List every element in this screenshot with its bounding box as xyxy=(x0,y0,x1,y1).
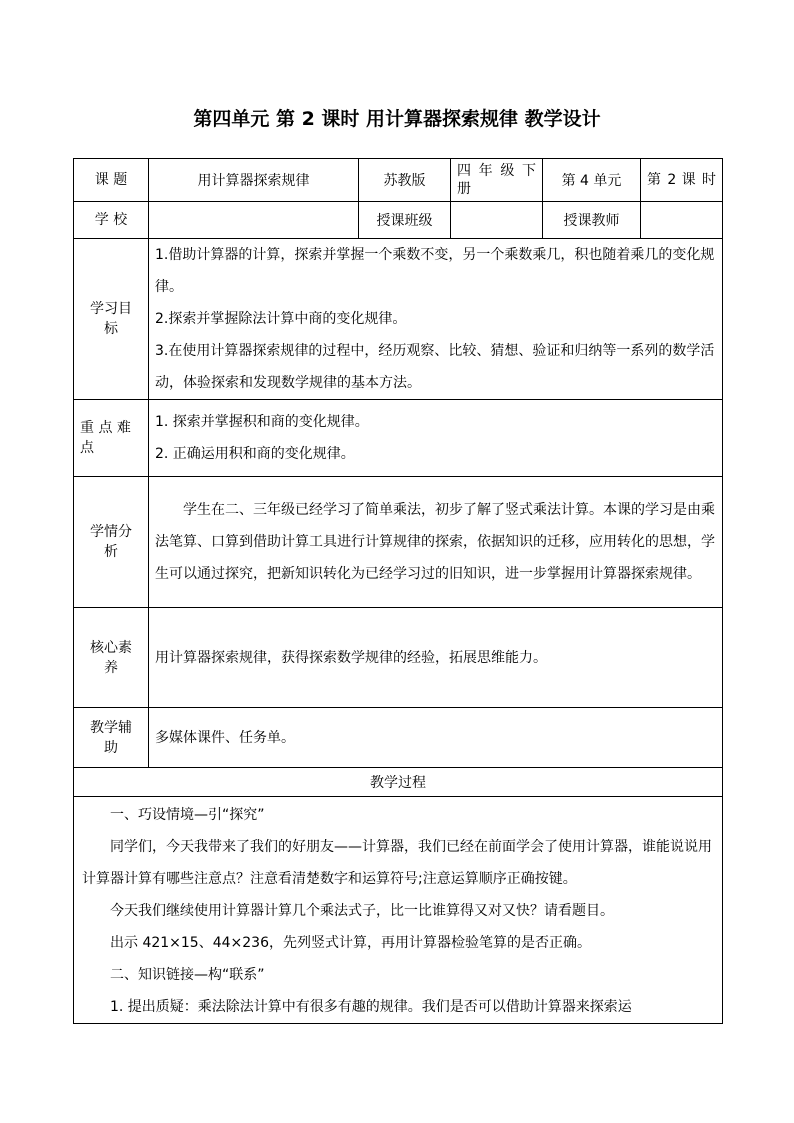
process-paragraph-2: 今天我们继续使用计算器计算几个乘法式子，比一比谁算得又对又快？请看题目。 xyxy=(110,903,614,919)
grade-cell: 四 年 级 下 册 xyxy=(451,159,543,202)
key-point-item-2: 2. 正确运用积和商的变化规律。 xyxy=(155,446,355,462)
document-title: 第四单元 第 2 课时 用计算器探索规律 教学设计 xyxy=(193,108,601,130)
school-value xyxy=(149,202,359,239)
goal-item-3: 3.在使用计算器探索规律的过程中，经历观察、比较、猜想、验证和归纳等一系列的数学活动，体验探索和发现数学规律的基本方法。 xyxy=(155,343,715,391)
topic-label: 课 题 xyxy=(74,159,149,202)
topic-row xyxy=(74,159,723,202)
process-content xyxy=(74,797,723,1024)
process-section-2-heading: 二、知识链接—构“联系” xyxy=(110,967,265,983)
school-row xyxy=(74,202,723,239)
process-paragraph-3: 出示 421×15、44×236，先列竖式计算，再用计算器检验笔算的是否正确。 xyxy=(110,935,591,951)
goals-row xyxy=(74,239,723,400)
goal-item-2: 2.探索并掌握除法计算中商的变化规律。 xyxy=(155,311,407,327)
topic-value: 用计算器探索规律 xyxy=(149,159,359,202)
process-header-row xyxy=(74,768,723,797)
aids-row xyxy=(74,708,723,768)
literacy-content xyxy=(149,608,723,708)
teacher-value xyxy=(641,202,723,239)
class-label: 授课班级 xyxy=(359,202,451,239)
literacy-row xyxy=(74,608,723,708)
goals-label xyxy=(74,239,149,400)
class-value xyxy=(451,202,543,239)
analysis-label-text: 学情分析 xyxy=(90,524,132,560)
key-point-item-1: 1. 探索并掌握积和商的变化规律。 xyxy=(155,414,369,430)
goals-label-text: 学习目标 xyxy=(90,301,132,337)
literacy-label xyxy=(74,608,149,708)
school-label: 学 校 xyxy=(74,202,149,239)
lesson-cell: 第 2 课 时 xyxy=(641,159,723,202)
process-section-1-heading: 一、巧设情境—引“探究” xyxy=(110,807,265,823)
analysis-label xyxy=(74,477,149,608)
aids-label-text: 教学辅助 xyxy=(90,719,132,756)
process-paragraph-1: 同学们，今天我带来了我们的好朋友——计算器，我们已经在前面学会了使用计算器，谁能说说用计算器计算有哪些注意点？注意看清楚数字和运算符号;注意运算顺序正确按键。 xyxy=(82,839,712,887)
key-points-label-text: 重 点 难 点 xyxy=(80,420,131,456)
unit-cell: 第 4 单元 xyxy=(543,159,641,202)
teacher-label: 授课教师 xyxy=(543,202,641,239)
literacy-label-text: 核心素养 xyxy=(90,639,132,676)
aids-text: 多媒体课件、任务单。 xyxy=(155,729,295,746)
publisher-cell: 苏教版 xyxy=(359,159,451,202)
aids-content xyxy=(149,708,723,768)
process-body-row xyxy=(74,797,723,1024)
key-points-label xyxy=(74,400,149,477)
analysis-row xyxy=(74,477,723,608)
analysis-content xyxy=(149,477,723,608)
analysis-text: 学生在二、三年级已经学习了简单乘法，初步了解了竖式乘法计算。本课的学习是由乘法笔算、口算到借助计算工具进行计算规律的探索，依据知识的迁移，应用转化的思想，学生可以通过探究，把新知识转化为已经学习过的旧知识，进一步掌握用计算器探索规律。 xyxy=(155,502,715,582)
process-paragraph-4: 1. 提出质疑：乘法除法计算中有很多有趣的规律。我们是否可以借助计算器来探索运 xyxy=(110,999,632,1015)
lesson-plan-table xyxy=(73,158,723,1024)
goal-item-1: 1.借助计算器的计算，探索并掌握一个乘数不变，另一个乘数乘几，积也随着乘几的变化规律。 xyxy=(155,247,715,295)
goals-content xyxy=(149,239,723,400)
process-header: 教学过程 xyxy=(74,768,723,797)
aids-label xyxy=(74,708,149,768)
key-points-row xyxy=(74,400,723,477)
literacy-text: 用计算器探索规律，获得探索数学规律的经验，拓展思维能力。 xyxy=(155,649,547,666)
key-points-content xyxy=(149,400,723,477)
